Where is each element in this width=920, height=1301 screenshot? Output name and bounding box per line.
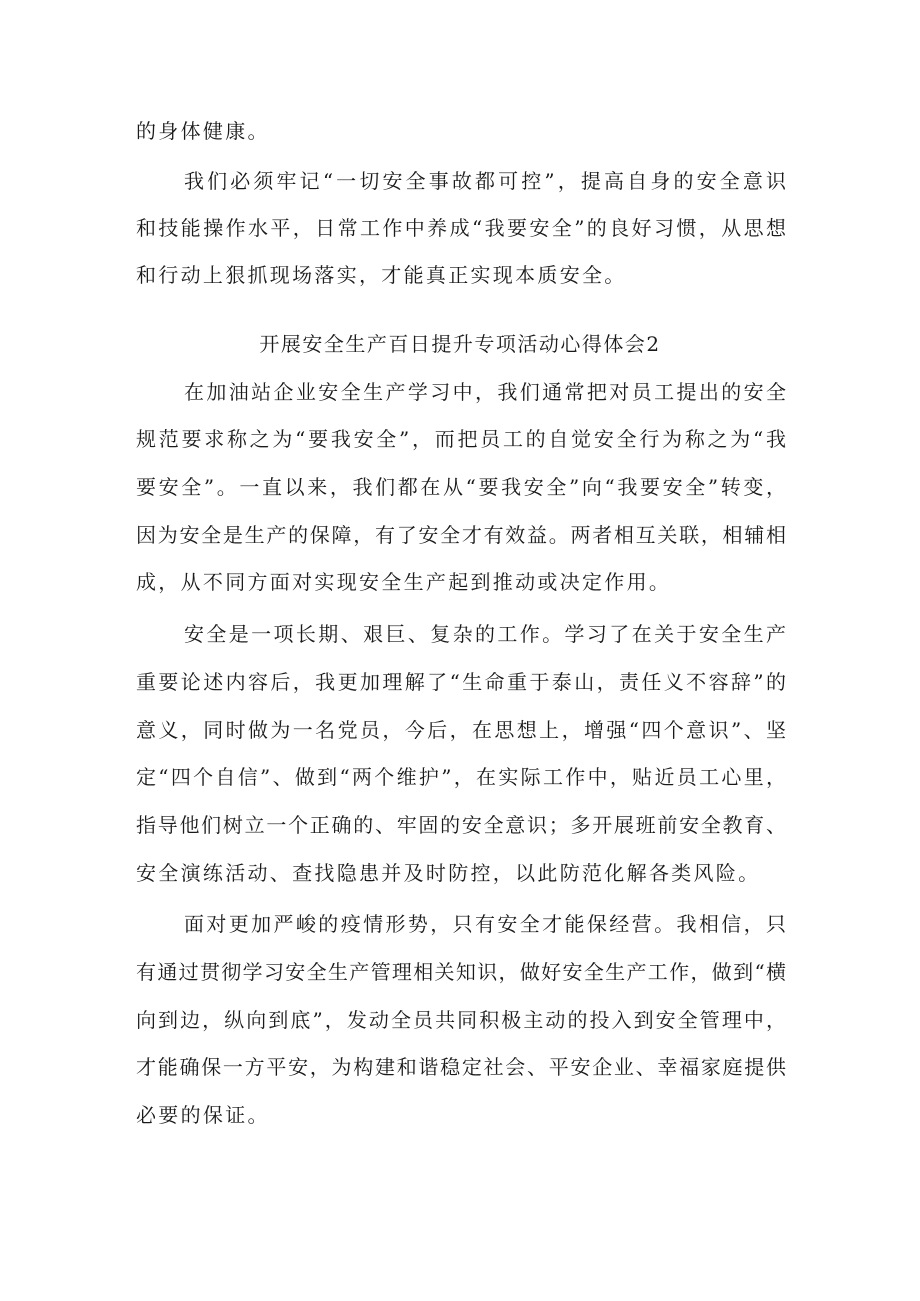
paragraph-line: 安全是一项长期、艰巨、复杂的工作。学习了在关于安全生产	[184, 622, 786, 646]
paragraph-line: 定“四个自信”、做到“两个维护”，在实际工作中，贴近员工心里，	[136, 765, 786, 789]
paragraph-line: 的身体健康。	[136, 119, 270, 143]
paragraph-line: 和技能操作水平，日常工作中养成“我要安全”的良好习惯，从思想	[136, 216, 786, 240]
paragraph-line: 要安全”。一直以来，我们都在从“要我安全”向“我要安全”转变，	[136, 475, 786, 499]
paragraph-line: 成，从不同方面对实现安全生产起到推动或决定作用。	[136, 570, 672, 594]
paragraph-line: 面对更加严峻的疫情形势，只有安全才能保经营。我相信，只	[184, 912, 786, 936]
paragraph-line: 向到边，纵向到底”，发动全员共同积极主动的投入到安全管理中，	[136, 1008, 786, 1032]
paragraph-line: 安全演练活动、查找隐患并及时防控，以此防范化解各类风险。	[136, 861, 761, 885]
paragraph-line: 指导他们树立一个正确的、牢固的安全意识；多开展班前安全教育、	[136, 813, 786, 837]
paragraph-line: 重要论述内容后，我更加理解了“生命重于泰山，责任义不容辞”的	[136, 670, 786, 694]
paragraph-line: 和行动上狠抓现场落实，才能真正实现本质安全。	[136, 263, 627, 287]
paragraph-line: 我们必须牢记“一切安全事故都可控”，提高自身的安全意识	[184, 169, 786, 193]
paragraph-line: 必要的保证。	[136, 1103, 270, 1127]
paragraph-line: 才能确保一方平安，为构建和谐稳定社会、平安企业、幸福家庭提供	[136, 1055, 786, 1079]
paragraph-line: 在加油站企业安全生产学习中，我们通常把对员工提出的安全	[184, 380, 786, 404]
paragraph-line: 意义，同时做为一名党员，今后，在思想上，增强“四个意识”、坚	[136, 718, 786, 742]
paragraph-line: 有通过贯彻学习安全生产管理相关知识，做好安全生产工作，做到“横	[136, 960, 786, 984]
paragraph-line: 因为安全是生产的保障，有了安全才有效益。两者相互关联，相辅相	[136, 523, 786, 547]
paragraph-line: 规范要求称之为“要我安全”，而把员工的自觉安全行为称之为“我	[136, 427, 786, 451]
section-heading: 开展安全生产百日提升专项活动心得体会2	[259, 332, 661, 356]
